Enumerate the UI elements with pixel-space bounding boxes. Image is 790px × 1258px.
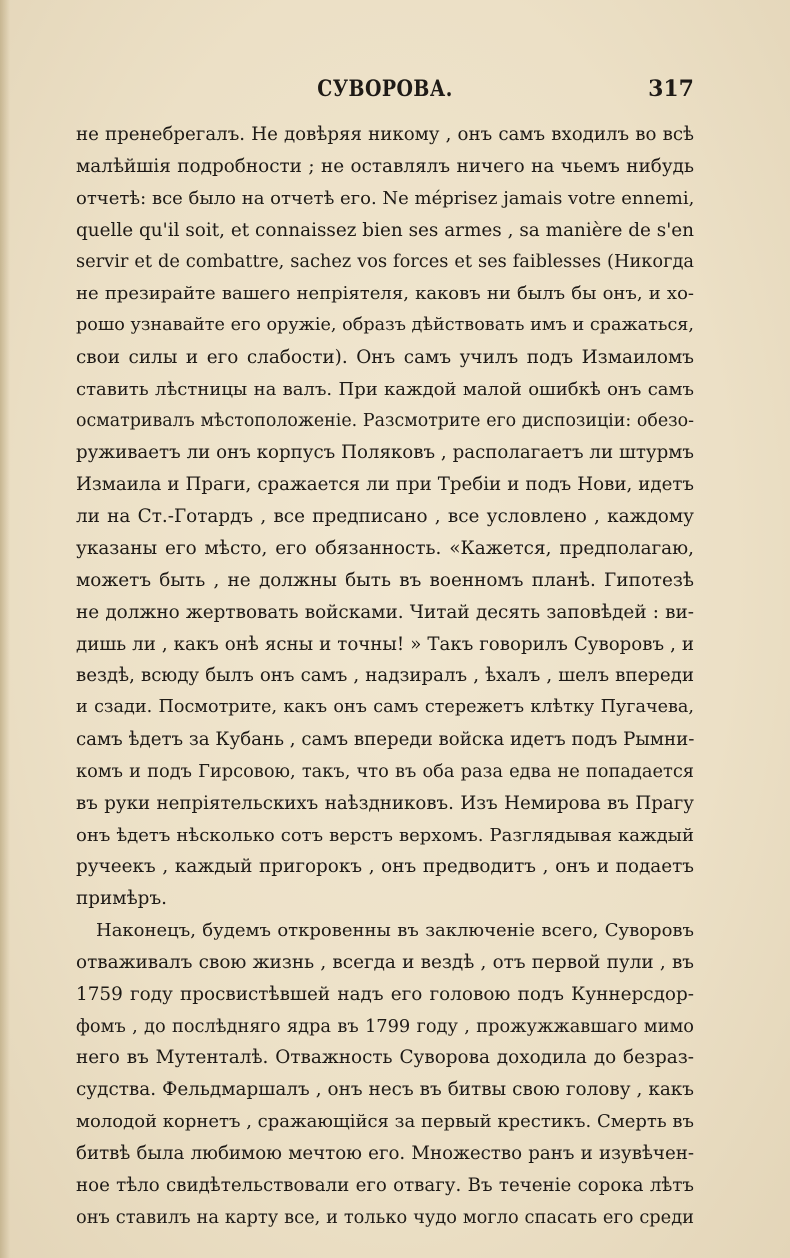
text-line: Измаила и Праги, сражается ли при Требіи и подъ Нови, идетъ (76, 474, 694, 496)
text-line: 1759 году просвистѣвшей надъ его головою подъ Куннерсдор- (76, 983, 694, 1005)
text-line: малѣйшія подробности ; не оставлялъ ничего на чьемъ нибудь (76, 155, 694, 177)
text-line: и сзади. Посмотрите, какъ онъ самъ стережетъ клѣтку Пугачева, (76, 697, 694, 718)
text-line: ное тѣло свидѣтельствовали его отвагу. Въ теченіе сорока лѣтъ (76, 1174, 694, 1196)
text-line: quelle qu'il soit, et connaissez bien ses armes , sa manière de s'en (76, 219, 694, 241)
text-line: вездѣ, всюду былъ онъ самъ , надзиралъ , ѣхалъ , шелъ впереди (76, 665, 694, 687)
text-line: ставить лѣстницы на валъ. При каждой малой ошибкѣ онъ самъ (76, 378, 694, 400)
text-line: онъ ставилъ на карту все, и только чудо могло спасать его среди (76, 1206, 694, 1228)
text-line: отваживалъ свою жизнь , всегда и вездѣ , отъ первой пули , въ (76, 951, 694, 973)
text-line: дишь ли , какъ онѣ ясны и точны! » Такъ говорилъ Суворовъ , и (76, 633, 694, 655)
text-line: отчетѣ: все было на отчетѣ его. Ne méprisez jamais votre ennemi, (76, 187, 694, 209)
text-line: не должно жертвовать войсками. Читай десять заповѣдей : ви- (76, 601, 694, 623)
text-line: въ руки непріятельскихъ наѣздниковъ. Изъ Немирова въ Прагу (76, 792, 694, 814)
page-header (76, 76, 694, 106)
text-line: осматривалъ мѣстоположеніе. Разсмотрите его диспозиціи: обезо- (76, 410, 694, 431)
text-line: не презирайте вашего непріятеля, каковъ ни былъ бы онъ, и хо- (76, 283, 694, 305)
text-line: самъ ѣдетъ за Кубань , самъ впереди войска идетъ подъ Рымни- (76, 729, 694, 751)
text-line: ли на Ст.-Готардъ , все предписано , все условлено , каждому (76, 506, 694, 528)
body-text (76, 119, 694, 1234)
text-line: servir et de combattre, sachez vos forces et ses faiblesses (Никогда (76, 251, 694, 273)
text-line: указаны его мѣсто, его обязанность. «Кажется, предполагаю, (76, 537, 694, 559)
text-line: рошо узнавайте его оружіе, образъ дѣйствовать имъ и сражаться, (76, 315, 694, 336)
text-line: ручеекъ , каждый пригорокъ , онъ предводитъ , онъ и подаетъ (76, 856, 694, 878)
text-line: судства. Фельдмаршалъ , онъ несъ въ битвы свою голову , какъ (76, 1079, 694, 1101)
page-edge-shadow (0, 0, 10, 1258)
text-line: фомъ , до послѣдняго ядра въ 1799 году , прожужжавшаго мимо (76, 1015, 694, 1037)
text-line: комъ и подъ Гирсовою, такъ, что въ оба раза едва не попадается (76, 760, 694, 782)
page-number: 317 (648, 76, 694, 102)
paragraph-start-line: Наконецъ, будемъ откровенны въ заключеніе всего, Суворовъ (96, 920, 694, 942)
text-line: битвѣ была любимою мечтою его. Множество ранъ и изувѣчен- (76, 1143, 694, 1164)
text-line: руживаетъ ли онъ корпусъ Поляковъ , располагаетъ ли штурмъ (76, 442, 694, 464)
text-line: можетъ быть , не должны быть въ военномъ планѣ. Гипотезѣ (76, 569, 694, 591)
text-line: свои силы и его слабости). Онъ самъ училъ подъ Измаиломъ (76, 346, 694, 368)
text-line: молодой корнетъ , сражающійся за первый крестикъ. Смерть въ (76, 1111, 694, 1133)
paragraph-end-line: примѣръ. (76, 888, 168, 910)
running-title: СУВОРОВА. (317, 76, 453, 102)
text-line: не пренебрегалъ. Не довѣряя никому , онъ самъ входилъ во всѣ (76, 124, 694, 145)
text-line: него въ Мутенталѣ. Отважность Суворова доходила до безраз- (76, 1047, 694, 1069)
text-line: онъ ѣдетъ нѣсколько сотъ верстъ верхомъ. Разглядывая каждый (76, 824, 694, 846)
